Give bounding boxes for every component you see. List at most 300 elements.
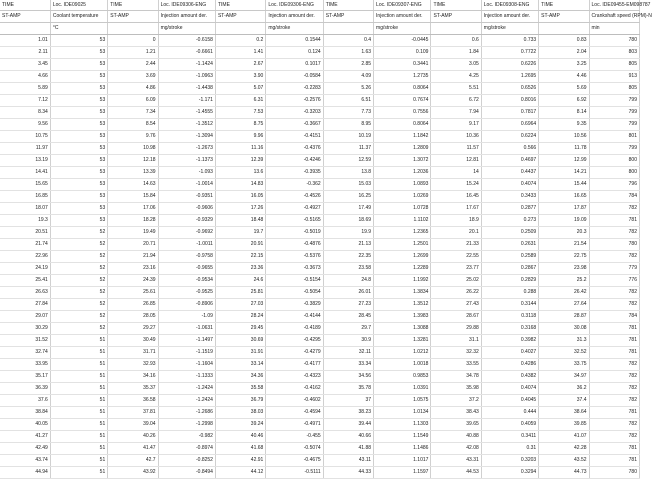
grid-cell[interactable]: 0.83	[539, 35, 589, 47]
grid-cell[interactable]: TIME	[323, 0, 373, 11]
grid-cell[interactable]: 782	[589, 287, 639, 299]
grid-cell[interactable]: 784	[589, 311, 639, 323]
grid-cell[interactable]: 26.42	[539, 287, 589, 299]
grid-cell[interactable]: -0.3673	[266, 263, 323, 275]
grid-cell[interactable]: -0.3203	[266, 107, 323, 119]
grid-cell[interactable]: 31.71	[108, 347, 158, 359]
grid-cell[interactable]: 0.4059	[481, 419, 538, 431]
grid-cell[interactable]: 24.6	[215, 275, 265, 287]
grid-cell[interactable]: 913	[589, 71, 639, 83]
grid-cell[interactable]: 44.73	[539, 467, 589, 479]
grid-cell[interactable]: 1.2809	[374, 143, 431, 155]
grid-cell[interactable]: 43.31	[431, 455, 481, 467]
grid-cell[interactable]: 40.26	[108, 431, 158, 443]
grid-cell[interactable]: 37.81	[108, 407, 158, 419]
grid-cell[interactable]: -1.2686	[158, 407, 215, 419]
grid-cell[interactable]: 0.444	[481, 407, 538, 419]
grid-cell[interactable]: 53	[50, 71, 107, 83]
grid-cell[interactable]: 33.55	[431, 359, 481, 371]
grid-cell[interactable]: 15.65	[0, 179, 50, 191]
grid-cell[interactable]: 1.41	[215, 47, 265, 59]
grid-cell[interactable]: 782	[589, 383, 639, 395]
grid-cell[interactable]: 28.24	[215, 311, 265, 323]
grid-cell[interactable]: ST-AMP	[0, 11, 50, 23]
grid-cell[interactable]: 0.8064	[374, 83, 431, 95]
grid-cell[interactable]: -1.2424	[158, 383, 215, 395]
grid-cell[interactable]: 40.46	[215, 431, 265, 443]
grid-cell[interactable]: 34.78	[431, 371, 481, 383]
grid-cell[interactable]: 1.0575	[374, 395, 431, 407]
grid-cell[interactable]: -1.09	[158, 311, 215, 323]
grid-cell[interactable]: 1.1303	[374, 419, 431, 431]
grid-cell[interactable]: TIME	[215, 0, 265, 11]
grid-cell[interactable]: -0.4151	[266, 131, 323, 143]
grid-cell[interactable]: 8.14	[539, 107, 589, 119]
grid-cell[interactable]: -0.6661	[158, 47, 215, 59]
grid-cell[interactable]: 0.3441	[374, 59, 431, 71]
grid-cell[interactable]: 40.88	[431, 431, 481, 443]
grid-cell[interactable]: -0.0445	[374, 35, 431, 47]
grid-cell[interactable]: 25.41	[0, 275, 50, 287]
grid-cell[interactable]: 6.09	[108, 95, 158, 107]
grid-cell[interactable]: 0.6964	[481, 119, 538, 131]
grid-cell[interactable]: 38.03	[215, 407, 265, 419]
grid-cell[interactable]: 780	[589, 35, 639, 47]
grid-cell[interactable]: 28.45	[323, 311, 373, 323]
grid-cell[interactable]: 1.21	[108, 47, 158, 59]
grid-cell[interactable]: 11.37	[323, 143, 373, 155]
grid-cell[interactable]: 0.4697	[481, 155, 538, 167]
grid-cell[interactable]: -0.9758	[158, 251, 215, 263]
grid-cell[interactable]: 0.31	[481, 443, 538, 455]
grid-cell[interactable]: 7.34	[108, 107, 158, 119]
grid-cell[interactable]: 15.24	[431, 179, 481, 191]
grid-cell[interactable]: 44.53	[431, 467, 481, 479]
grid-cell[interactable]: 782	[589, 419, 639, 431]
grid-cell[interactable]: 53	[50, 35, 107, 47]
grid-cell[interactable]: 30.49	[108, 335, 158, 347]
grid-cell[interactable]: 1.0212	[374, 347, 431, 359]
grid-cell[interactable]: 1.0728	[374, 203, 431, 215]
grid-cell[interactable]: 0.2589	[481, 251, 538, 263]
grid-cell[interactable]: 25.81	[215, 287, 265, 299]
grid-cell[interactable]: °C	[50, 23, 107, 35]
grid-cell[interactable]: 9.35	[539, 119, 589, 131]
grid-cell[interactable]: 39.24	[215, 419, 265, 431]
grid-cell[interactable]: 20.91	[215, 239, 265, 251]
grid-cell[interactable]: 796	[589, 179, 639, 191]
grid-cell[interactable]: 0.4437	[481, 167, 538, 179]
grid-cell[interactable]: 40.66	[323, 431, 373, 443]
grid-cell[interactable]: 35.37	[108, 383, 158, 395]
grid-cell[interactable]: 803	[589, 47, 639, 59]
grid-cell[interactable]: 0.273	[481, 215, 538, 227]
grid-cell[interactable]: 0.8064	[374, 119, 431, 131]
grid-cell[interactable]: -0.4246	[266, 155, 323, 167]
grid-cell[interactable]: 43.92	[108, 467, 158, 479]
grid-cell[interactable]: 0.2631	[481, 239, 538, 251]
grid-cell[interactable]: 22.15	[215, 251, 265, 263]
grid-cell[interactable]: 14.41	[0, 167, 50, 179]
grid-cell[interactable]: 52	[50, 299, 107, 311]
grid-cell[interactable]: 53	[50, 83, 107, 95]
grid-cell[interactable]: 36.39	[0, 383, 50, 395]
grid-cell[interactable]: -1.1497	[158, 335, 215, 347]
grid-cell[interactable]: 19.3	[0, 215, 50, 227]
grid-cell[interactable]: 32.52	[539, 347, 589, 359]
grid-cell[interactable]: 1.0391	[374, 383, 431, 395]
grid-cell[interactable]: 42.91	[215, 455, 265, 467]
grid-cell[interactable]: 0.2867	[481, 263, 538, 275]
grid-cell[interactable]: 8.54	[108, 119, 158, 131]
grid-cell[interactable]: 20.1	[431, 227, 481, 239]
grid-cell[interactable]: 10.56	[539, 131, 589, 143]
grid-cell[interactable]: -0.8494	[158, 467, 215, 479]
grid-cell[interactable]: 16.85	[0, 191, 50, 203]
grid-cell[interactable]: 30.9	[323, 335, 373, 347]
grid-cell[interactable]: 13.19	[0, 155, 50, 167]
grid-cell[interactable]: 51	[50, 431, 107, 443]
grid-cell[interactable]: 799	[589, 143, 639, 155]
grid-cell[interactable]: 29.7	[323, 323, 373, 335]
grid-cell[interactable]: 1.63	[323, 47, 373, 59]
grid-cell[interactable]: 26.63	[0, 287, 50, 299]
grid-cell[interactable]: -1.2424	[158, 395, 215, 407]
grid-cell[interactable]: -0.5074	[266, 443, 323, 455]
grid-cell[interactable]: 9.56	[0, 119, 50, 131]
grid-cell[interactable]: 53	[50, 119, 107, 131]
grid-cell[interactable]: ST-AMP	[215, 11, 265, 23]
grid-cell[interactable]: 799	[589, 95, 639, 107]
grid-cell[interactable]: 41.88	[323, 443, 373, 455]
grid-cell[interactable]: 24.19	[0, 263, 50, 275]
grid-cell[interactable]: 33.95	[0, 359, 50, 371]
grid-cell[interactable]: 14	[431, 167, 481, 179]
grid-cell[interactable]: 51	[50, 359, 107, 371]
grid-cell[interactable]: 28.05	[108, 311, 158, 323]
grid-cell[interactable]: 4.09	[323, 71, 373, 83]
grid-cell[interactable]: 33.34	[323, 359, 373, 371]
grid-cell[interactable]: 51	[50, 467, 107, 479]
grid-cell[interactable]: 784	[589, 191, 639, 203]
grid-cell[interactable]: 21.94	[108, 251, 158, 263]
grid-cell[interactable]: -0.4602	[266, 395, 323, 407]
grid-cell[interactable]: 21.13	[323, 239, 373, 251]
grid-cell[interactable]: -0.5054	[266, 287, 323, 299]
grid-cell[interactable]: Loc. IDE09025	[50, 0, 107, 11]
grid-cell[interactable]: 53	[50, 59, 107, 71]
grid-cell[interactable]: 51	[50, 371, 107, 383]
grid-cell[interactable]: 53	[50, 167, 107, 179]
grid-cell[interactable]: 3.69	[108, 71, 158, 83]
grid-cell[interactable]: -0.455	[266, 431, 323, 443]
grid-cell[interactable]: -0.4594	[266, 407, 323, 419]
grid-cell[interactable]: 53	[50, 143, 107, 155]
grid-cell[interactable]: 0.3203	[481, 455, 538, 467]
grid-cell[interactable]: 44.12	[215, 467, 265, 479]
grid-cell[interactable]: 12.39	[215, 155, 265, 167]
grid-cell[interactable]: -0.4323	[266, 371, 323, 383]
grid-cell[interactable]: 38.84	[0, 407, 50, 419]
grid-cell[interactable]: 21.33	[431, 239, 481, 251]
grid-cell[interactable]: -0.4675	[266, 455, 323, 467]
grid-cell[interactable]: -0.9525	[158, 287, 215, 299]
grid-cell[interactable]: 52	[50, 311, 107, 323]
grid-cell[interactable]: Loc. IDE09306-ENG	[266, 0, 323, 11]
grid-cell[interactable]: Injection amount der.	[374, 11, 431, 23]
grid-cell[interactable]: 782	[589, 371, 639, 383]
grid-cell[interactable]: Injection amount der.	[481, 11, 538, 23]
grid-cell[interactable]: 782	[589, 299, 639, 311]
grid-cell[interactable]: 1.84	[431, 47, 481, 59]
grid-cell[interactable]: 25.2	[539, 275, 589, 287]
grid-cell[interactable]: 22.96	[0, 251, 50, 263]
grid-cell[interactable]: 0.1017	[266, 59, 323, 71]
grid-cell[interactable]: -0.6158	[158, 35, 215, 47]
grid-cell[interactable]: 0.8016	[481, 95, 538, 107]
grid-cell[interactable]: 0.2877	[481, 203, 538, 215]
grid-cell[interactable]: 53	[50, 179, 107, 191]
grid-cell[interactable]: 22.35	[323, 251, 373, 263]
grid-cell[interactable]: -0.4876	[266, 239, 323, 251]
grid-cell[interactable]: 2.11	[0, 47, 50, 59]
grid-cell[interactable]: 28.87	[539, 311, 589, 323]
grid-cell[interactable]: 19.09	[539, 215, 589, 227]
grid-cell[interactable]: 37.2	[431, 395, 481, 407]
grid-cell[interactable]: -0.4162	[266, 383, 323, 395]
grid-cell[interactable]: 51	[50, 395, 107, 407]
grid-cell[interactable]: 18.28	[108, 215, 158, 227]
grid-cell[interactable]: 6.31	[215, 95, 265, 107]
grid-cell[interactable]: 0.109	[374, 47, 431, 59]
grid-cell[interactable]: 51	[50, 347, 107, 359]
grid-cell[interactable]: 40.05	[0, 419, 50, 431]
grid-cell[interactable]: 38.23	[323, 407, 373, 419]
grid-cell[interactable]: ST-AMP	[323, 11, 373, 23]
grid-cell[interactable]: 6.72	[431, 95, 481, 107]
grid-cell[interactable]: 16.45	[431, 191, 481, 203]
grid-cell[interactable]: mg/stroke	[266, 23, 323, 35]
grid-cell[interactable]: TIME	[0, 0, 50, 11]
grid-cell[interactable]: 39.65	[431, 419, 481, 431]
grid-cell[interactable]: 1.0018	[374, 359, 431, 371]
grid-cell[interactable]: 805	[589, 83, 639, 95]
grid-cell[interactable]: 780	[589, 239, 639, 251]
grid-cell[interactable]: Crankshaft speed (RPM)-N	[589, 11, 639, 23]
grid-cell[interactable]: 52	[50, 287, 107, 299]
grid-cell[interactable]: 41.07	[539, 431, 589, 443]
grid-cell[interactable]: -0.5111	[266, 467, 323, 479]
grid-cell[interactable]: 32.93	[108, 359, 158, 371]
grid-cell[interactable]: 801	[589, 131, 639, 143]
grid-cell[interactable]: 32.74	[0, 347, 50, 359]
grid-cell[interactable]: 18.07	[0, 203, 50, 215]
grid-cell[interactable]: 52	[50, 251, 107, 263]
grid-cell[interactable]: 15.44	[539, 179, 589, 191]
grid-cell[interactable]: 0.3168	[481, 323, 538, 335]
grid-cell[interactable]: 1.1549	[374, 431, 431, 443]
grid-cell[interactable]: 20.71	[108, 239, 158, 251]
grid-cell[interactable]: 1.01	[0, 35, 50, 47]
grid-cell[interactable]: 31.52	[0, 335, 50, 347]
grid-cell[interactable]: 52	[50, 239, 107, 251]
grid-cell[interactable]: 17.49	[323, 203, 373, 215]
grid-cell[interactable]: 14.21	[539, 167, 589, 179]
grid-cell[interactable]: 53	[50, 95, 107, 107]
grid-cell[interactable]: 3.05	[431, 59, 481, 71]
grid-cell[interactable]: Loc. IDE09308-ENG	[481, 0, 538, 11]
grid-cell[interactable]: mg/stroke	[374, 23, 431, 35]
grid-cell[interactable]: TIME	[108, 0, 158, 11]
grid-cell[interactable]	[0, 23, 50, 35]
grid-cell[interactable]: 10.98	[108, 143, 158, 155]
grid-cell[interactable]: 2.67	[215, 59, 265, 71]
grid-cell[interactable]	[539, 23, 589, 35]
grid-cell[interactable]: -0.3667	[266, 119, 323, 131]
grid-cell[interactable]: 34.97	[539, 371, 589, 383]
grid-cell[interactable]: -1.3512	[158, 119, 215, 131]
grid-cell[interactable]: -0.8974	[158, 443, 215, 455]
grid-cell[interactable]: 0	[108, 35, 158, 47]
grid-cell[interactable]: 800	[589, 155, 639, 167]
grid-cell[interactable]: 51	[50, 383, 107, 395]
grid-cell[interactable]: 23.77	[431, 263, 481, 275]
grid-cell[interactable]: 30.08	[539, 323, 589, 335]
grid-cell[interactable]	[215, 23, 265, 35]
grid-cell[interactable]: 52	[50, 227, 107, 239]
grid-cell[interactable]: 13.39	[108, 167, 158, 179]
grid-cell[interactable]: ST-AMP	[431, 11, 481, 23]
grid-cell[interactable]: 27.84	[0, 299, 50, 311]
grid-cell[interactable]: -1.1604	[158, 359, 215, 371]
grid-cell[interactable]: -1.093	[158, 167, 215, 179]
grid-cell[interactable]: 7.12	[0, 95, 50, 107]
grid-cell[interactable]: 1.0893	[374, 179, 431, 191]
grid-cell[interactable]: 0.3433	[481, 191, 538, 203]
grid-cell[interactable]: 5.89	[0, 83, 50, 95]
grid-cell[interactable]: 0.4027	[481, 347, 538, 359]
grid-cell[interactable]: 9.76	[108, 131, 158, 143]
grid-cell[interactable]: -1.0963	[158, 71, 215, 83]
grid-cell[interactable]: 42.08	[431, 443, 481, 455]
grid-cell[interactable]: -1.1424	[158, 59, 215, 71]
grid-cell[interactable]: 25.61	[108, 287, 158, 299]
grid-cell[interactable]: 11.97	[0, 143, 50, 155]
grid-cell[interactable]: 24.8	[323, 275, 373, 287]
grid-cell[interactable]: -0.982	[158, 431, 215, 443]
grid-cell[interactable]: 1.2365	[374, 227, 431, 239]
grid-cell[interactable]: 0.2829	[481, 275, 538, 287]
grid-cell[interactable]: 41.68	[215, 443, 265, 455]
grid-cell[interactable]: 11.16	[215, 143, 265, 155]
grid-cell[interactable]: 53	[50, 215, 107, 227]
grid-cell[interactable]: 21.74	[0, 239, 50, 251]
grid-cell[interactable]: 28.67	[431, 311, 481, 323]
grid-cell[interactable]: 4.25	[431, 71, 481, 83]
grid-cell[interactable]: -0.0584	[266, 71, 323, 83]
grid-cell[interactable]: 8.95	[323, 119, 373, 131]
grid-cell[interactable]: -0.3829	[266, 299, 323, 311]
grid-cell[interactable]: -1.1333	[158, 371, 215, 383]
grid-cell[interactable]: 5.51	[431, 83, 481, 95]
grid-cell[interactable]: 27.03	[215, 299, 265, 311]
grid-cell[interactable]: 22.55	[431, 251, 481, 263]
grid-cell[interactable]: Loc. IDE09307-ENG	[374, 0, 431, 11]
grid-cell[interactable]: -1.0014	[158, 179, 215, 191]
grid-cell[interactable]: 2.04	[539, 47, 589, 59]
grid-cell[interactable]: 24.39	[108, 275, 158, 287]
grid-cell[interactable]: 1.3983	[374, 311, 431, 323]
grid-cell[interactable]: -0.9351	[158, 191, 215, 203]
grid-cell[interactable]: 799	[589, 119, 639, 131]
grid-cell[interactable]: 4.46	[539, 71, 589, 83]
grid-cell[interactable]: -0.5165	[266, 215, 323, 227]
grid-cell[interactable]: 31.3	[539, 335, 589, 347]
grid-cell[interactable]: Loc. IDE09306-ENG	[158, 0, 215, 11]
grid-cell[interactable]: 53	[50, 107, 107, 119]
grid-cell[interactable]: 27.43	[431, 299, 481, 311]
grid-cell[interactable]: -1.2998	[158, 419, 215, 431]
grid-cell[interactable]: 780	[589, 467, 639, 479]
grid-cell[interactable]: 782	[589, 431, 639, 443]
grid-cell[interactable]: 6.51	[323, 95, 373, 107]
grid-cell[interactable]: 781	[589, 335, 639, 347]
grid-cell[interactable]: 5.07	[215, 83, 265, 95]
grid-cell[interactable]: TIME	[539, 0, 589, 11]
grid-cell[interactable]: 0.7674	[374, 95, 431, 107]
grid-cell[interactable]: 0.6	[431, 35, 481, 47]
grid-cell[interactable]: -0.4927	[266, 203, 323, 215]
grid-cell[interactable]: 14.83	[215, 179, 265, 191]
grid-cell[interactable]: -0.2283	[266, 83, 323, 95]
grid-cell[interactable]: 17.26	[215, 203, 265, 215]
grid-cell[interactable]: 1.1597	[374, 467, 431, 479]
grid-cell[interactable]: 30.69	[215, 335, 265, 347]
grid-cell[interactable]: 53	[50, 191, 107, 203]
grid-cell[interactable]: 52	[50, 323, 107, 335]
grid-cell[interactable]: -0.8252	[158, 455, 215, 467]
grid-cell[interactable]	[431, 23, 481, 35]
grid-cell[interactable]: 0.7556	[374, 107, 431, 119]
grid-cell[interactable]: 53	[50, 47, 107, 59]
grid-cell[interactable]: 29.45	[215, 323, 265, 335]
grid-cell[interactable]: 23.98	[539, 263, 589, 275]
grid-cell[interactable]: 19.7	[215, 227, 265, 239]
grid-cell[interactable]: 35.17	[0, 371, 50, 383]
grid-cell[interactable]: -0.4526	[266, 191, 323, 203]
grid-cell[interactable]: 44.94	[0, 467, 50, 479]
grid-cell[interactable]: 0.124	[266, 47, 323, 59]
grid-cell[interactable]: 1.3834	[374, 287, 431, 299]
grid-cell[interactable]: 12.18	[108, 155, 158, 167]
grid-cell[interactable]: 51	[50, 335, 107, 347]
grid-cell[interactable]: 0.6226	[481, 59, 538, 71]
grid-cell[interactable]: -0.4971	[266, 419, 323, 431]
grid-cell[interactable]: 37.6	[0, 395, 50, 407]
grid-cell[interactable]: 782	[589, 395, 639, 407]
grid-cell[interactable]: 42.49	[0, 443, 50, 455]
grid-cell[interactable]: Loc. IDE09455-EM098787	[589, 0, 639, 11]
grid-cell[interactable]: 17.67	[431, 203, 481, 215]
grid-cell[interactable]: 25.02	[431, 275, 481, 287]
grid-cell[interactable]: 32.32	[431, 347, 481, 359]
grid-cell[interactable]: 51	[50, 443, 107, 455]
grid-cell[interactable]: -0.3935	[266, 167, 323, 179]
grid-cell[interactable]: -0.362	[266, 179, 323, 191]
grid-cell[interactable]: 36.79	[215, 395, 265, 407]
grid-cell[interactable]: 1.2036	[374, 167, 431, 179]
grid-cell[interactable]: 37	[323, 395, 373, 407]
